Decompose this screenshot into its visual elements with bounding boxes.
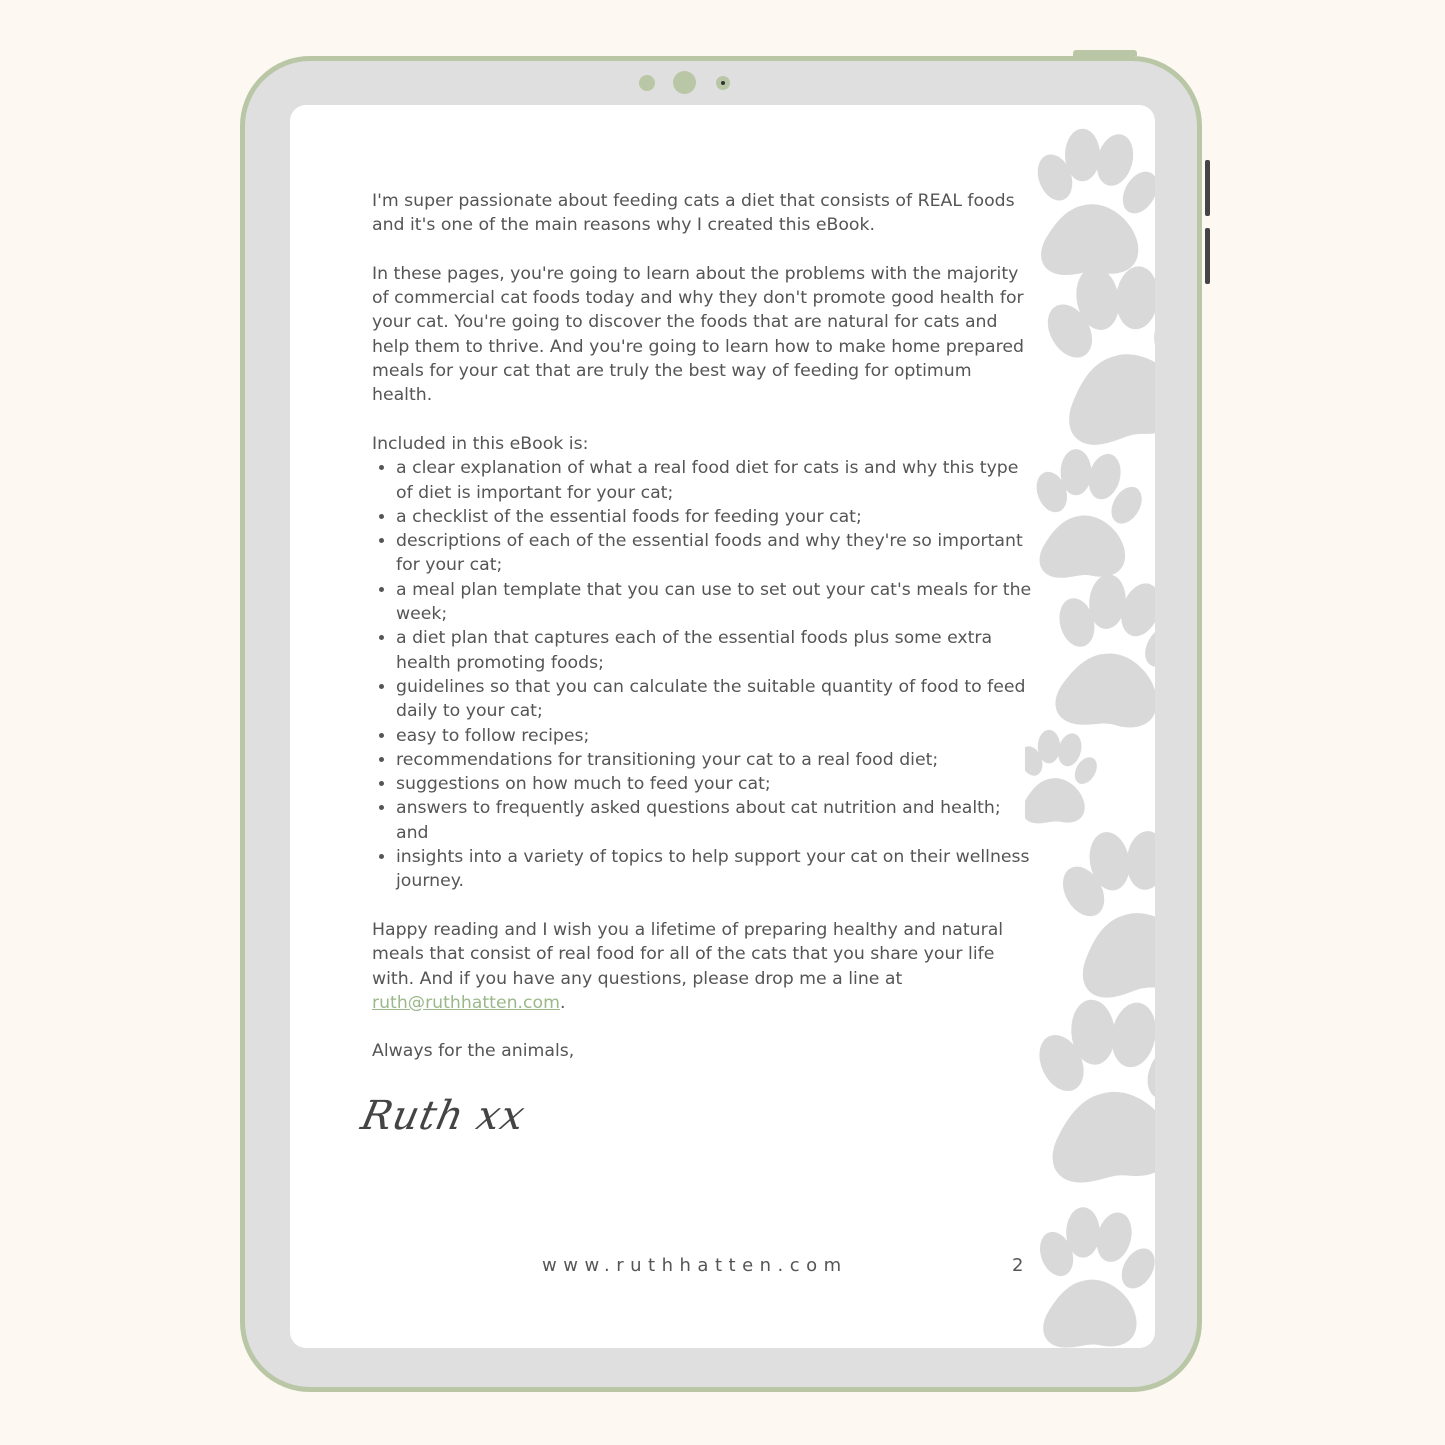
list-item: • a checklist of the essential foods for feeding your cat; — [396, 505, 1032, 529]
closing-end: . — [559, 992, 566, 1013]
paw-print-icon — [1031, 449, 1148, 578]
closing-paragraph — [372, 918, 1032, 1015]
included-list — [372, 456, 1032, 893]
list-item: • suggestions on how much to feed your cat; — [396, 772, 1032, 796]
list-item: • recommendations for transitioning your cat to a real food diet; — [396, 748, 1032, 772]
included-heading: Included in this eBook is: — [372, 433, 589, 454]
list-item: • answers to frequently asked questions about cat nutrition and health; and — [396, 796, 1032, 845]
flash-dot — [716, 76, 730, 90]
paw-print-icon — [1048, 816, 1155, 1003]
email-link[interactable]: ruth@ruthhatten.com — [372, 992, 560, 1013]
camera-lens — [673, 71, 696, 94]
paw-print-decoration — [1025, 105, 1155, 1348]
list-item: • guidelines so that you can calculate the suitable quantity of food to feed daily to your cat; — [396, 675, 1032, 724]
volume-down-button[interactable] — [1205, 228, 1210, 284]
ebook-text — [372, 189, 1032, 1088]
sensor-dot — [639, 75, 655, 91]
list-item: • a diet plan that captures each of the essential foods plus some extra health promoting foods; — [396, 626, 1032, 675]
signature: Ruth xx — [357, 1093, 530, 1139]
volume-up-button[interactable] — [1205, 160, 1210, 216]
page-number: 2 — [1012, 1255, 1024, 1276]
paw-print-icon — [1044, 570, 1155, 734]
paw-print-icon — [1027, 991, 1155, 1186]
overview-paragraph: In these pages, you're going to learn about the problems with the majority of commercial cat foods today and why they don't promote good health for your cat. You're going to discover the foods that are natural for cats and help them to thrive. And you're going to learn how to make home prepared meals for your cat that are truly the best way of feeding for optimum health. — [372, 263, 1024, 406]
list-item: • insights into a variety of topics to help support your cat on their wellness journey. — [396, 845, 1032, 894]
paw-print-icon — [1034, 1207, 1155, 1347]
paw-print-icon — [1032, 251, 1155, 451]
intro-paragraph: I'm super passionate about feeding cats a diet that consists of REAL foods and it's one of the main reasons why I created this eBook. — [372, 191, 1015, 236]
list-item: • a meal plan template that you can use to set out your cat's meals for the week; — [396, 578, 1032, 627]
signoff: Always for the animals, — [372, 1041, 575, 1062]
paw-print-icon — [1025, 730, 1101, 824]
list-item: • easy to follow recipes; — [396, 724, 1032, 748]
closing-text: Happy reading and I wish you a lifetime of preparing healthy and natural meals that consist of real food for all of the cats that you share your life with. And if you have any questions, please drop me a line at — [372, 919, 1004, 989]
footer-url[interactable]: www.ruthhatten.com — [542, 1255, 848, 1276]
list-item: • a clear explanation of what a real food diet for cats is and why this type of diet is important for your cat; — [396, 456, 1032, 505]
list-item: • descriptions of each of the essential foods and why they're so important for your cat; — [396, 529, 1032, 578]
paw-print-icon — [1032, 129, 1155, 275]
ebook-page[interactable] — [290, 105, 1155, 1348]
